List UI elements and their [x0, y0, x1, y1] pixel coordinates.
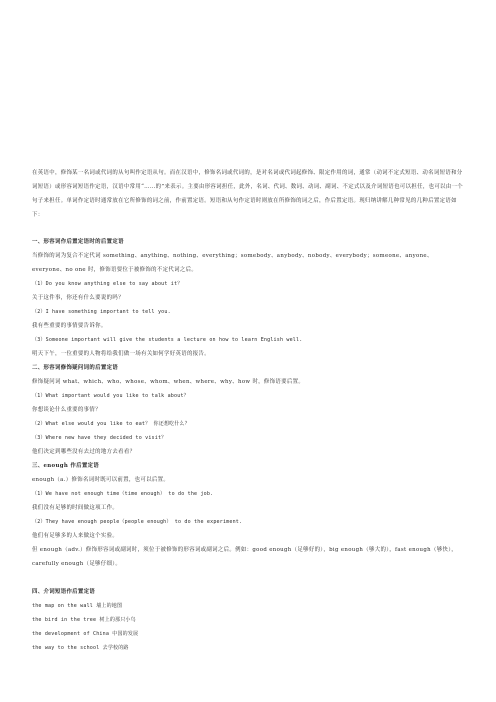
- section-2-heading: 二、形容词修饰疑问词的后置定语: [32, 365, 119, 371]
- section-1-intro: 当修饰的词为复合不定代词 something、anything、nothing、everything；somebody、anybody、nobody、everybody；someone、anyone、everyone、no one 时，修饰语要位于被修饰的不定代词之后。: [32, 253, 433, 273]
- phrase-example: the map on the wall 墙上的地图: [32, 603, 123, 609]
- example-sentence: （2）I have something important to tell you.: [32, 309, 171, 315]
- section-2-intro: 修饰疑问词 what、which、who、whose、whom、when、where、why、how 时，修饰语要后置。: [32, 379, 305, 385]
- phrase-example: the bird in the tree 树上的那只小鸟: [32, 617, 136, 623]
- section-3-intro: enough（a.）修饰名词时既可以前置，也可以后置。: [32, 477, 170, 483]
- section-1-heading: 一、形容词作后置定语时的后置定语: [32, 239, 124, 245]
- example-sentence: （1）We have not enough time（time enough） to do the job.: [32, 491, 214, 497]
- example-translation: 明天下午，一位重要的人物将给我们做一场有关如何学好英语的报告。: [32, 351, 210, 357]
- phrase-example: the development of China 中国的发展: [32, 631, 139, 637]
- example-sentence: （2）They have enough people（people enough） to do the experiment.: [32, 519, 243, 525]
- example-sentence: （3）Someone important will give the students a lecture on how to learn English well.: [32, 337, 303, 343]
- example-sentence: （3）Where new have they decided to visit？: [32, 435, 167, 441]
- section-4-heading: 四、介词短语作后置定语: [32, 589, 96, 595]
- example-sentence: （2）What else would you like to eat？ 你还想吃什么？: [32, 421, 190, 427]
- example-translation: 你想谈论什么重要的事情？: [32, 407, 101, 413]
- example-translation: 我有些重要的事情要告诉你。: [32, 323, 107, 329]
- example-translation: 他们决定到哪些没有去过的地方去看看？: [32, 449, 136, 455]
- section-3-heading: 三、enough 作后置定语: [32, 463, 100, 469]
- intro-paragraph: 在英语中，修饰某一名词或代词的从句叫作定语从句。而在汉语中，修饰名词或代词的，是对名词或代词起修饰、限定作用的词，通常（动词不定式短语、动名词短语和分词短语）或形容词短语作定语，汉语中常用“……的”来表示。主要由形容词担任，此外，名词、代词、数词、动词、副词、不定式以及介词短语也可以担任，也可以由一个句子来担任。单词作定语时通常放在它所修饰的词之前，作前置定语。短语和从句作定语时则放在所修饰的词之后，作后置定语。现归纳讲解几种常见的几种后置定语如下：: [32, 170, 464, 218]
- section-3-note: 但 enough（adv.）修饰形容词或副词时，须位于被修饰的形容词或副词之后。例如：good enough（足够好的），big enough（够大的），fast enough（够快），carefully enough（足够仔细）。: [32, 547, 457, 567]
- example-sentence: （1）What important would you like to talk about？: [32, 393, 189, 399]
- example-translation: 我们没有足够的时间做这项工作。: [32, 505, 119, 511]
- example-translation: 他们有足够多的人来做这个实验。: [32, 533, 119, 539]
- phrase-example: the way to the school 去学校的路: [32, 645, 129, 651]
- example-sentence: （1）Do you know anything else to say about it？: [32, 281, 183, 287]
- example-translation: 关于这件事，你还有什么要说的吗？: [32, 295, 124, 301]
